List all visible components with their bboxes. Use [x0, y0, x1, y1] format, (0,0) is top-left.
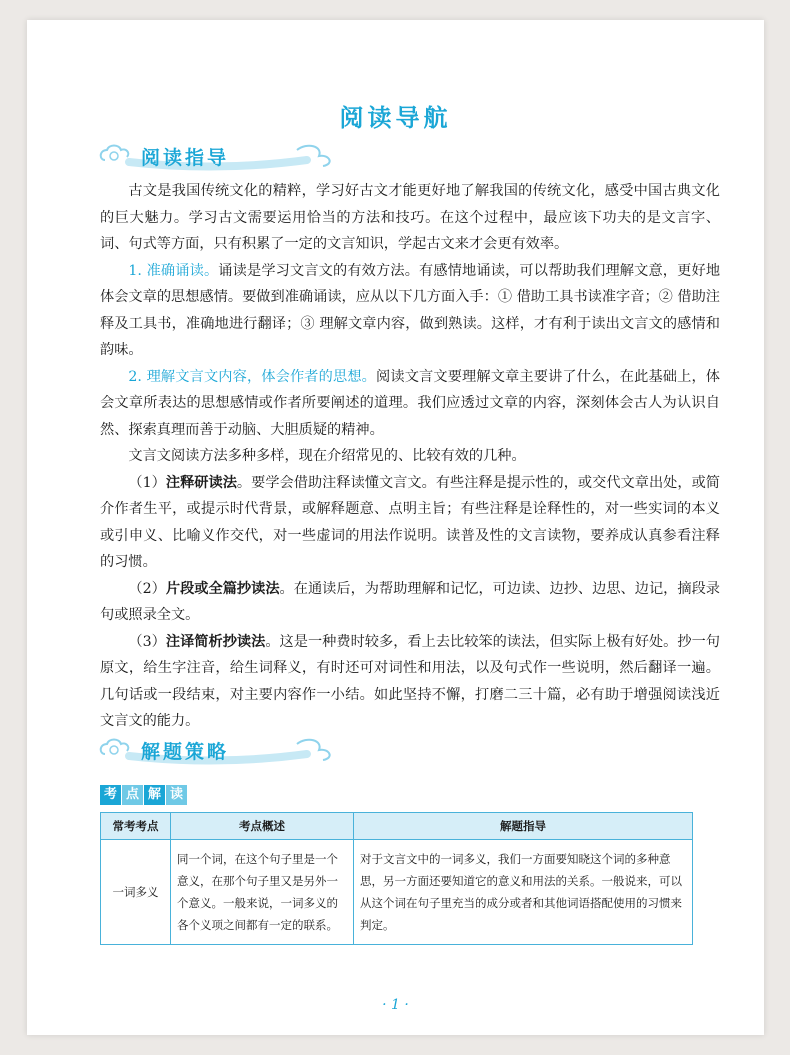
column-header: 解题指导 — [354, 813, 693, 840]
method-1-paragraph — [100, 470, 720, 576]
method-3-num: （3） — [128, 633, 166, 650]
method-1-title: 注释研读法 — [165, 474, 237, 491]
intro-paragraph: 古文是我国传统文化的精粹，学习好古文才能更好地了解我国的传统文化，感受中国古典文化的巨大魅力。学习古文需要运用恰当的方法和技巧。在这个过程中，最应该下功夫的是文言字、词、句式等方面，只有积累了一定的文言知识，学起古文来才会更有效率。 — [100, 183, 720, 252]
section-banner-reading-guide — [97, 138, 347, 172]
point-1-paragraph — [100, 258, 720, 364]
method-2-title: 片段或全篇抄读法 — [165, 580, 280, 597]
tag-char: 读 — [166, 785, 187, 805]
column-header: 考点概述 — [171, 813, 354, 840]
cell-guide: 对于文言文中的一词多义，我们一方面要知晓这个词的多种意思，另一方面还要知道它的意义和用法的关系。一般说来，可以从这个词在句子里充当的成分或者和其他词语搭配使用的习惯来判定。 — [354, 840, 693, 945]
method-2-num: （2） — [128, 580, 166, 597]
tag-char: 考 — [100, 785, 121, 805]
point-2-text: 阅读文言文要理解文章主要讲了什么，在此基础上，体会文章所表达的思想感情或作者所要阐述的道理。我们应透过文章的内容，深刻体会古人为认识自然、探索真理而善于动脑、大胆质疑的精神。 — [100, 368, 720, 438]
method-2-paragraph — [100, 576, 720, 629]
section-banner-strategy — [97, 732, 347, 766]
page — [27, 20, 764, 1035]
table-row — [101, 840, 693, 945]
point-2-title: 2. 理解文言文内容，体会作者的思想。 — [128, 368, 377, 385]
tag-char: 解 — [144, 785, 165, 805]
section-heading: 解题策略 — [141, 741, 230, 763]
tag-group — [100, 783, 188, 805]
method-3-paragraph — [100, 629, 720, 735]
method-3-text: 。这是一种费时较多，看上去比较笨的读法，但实际上极有好处。抄一句原文，给生字注音，给生词释义，有时还可对词性和用法，以及句式作一些说明，然后翻译一遍。几句话或一段结束，对主要内容作一小结。如此坚持不懈，打磨二三十篇，必有助于增强阅读浅近文言文的能力。 — [100, 633, 720, 729]
reading-guide-body — [100, 178, 720, 735]
method-1-text: 。要学会借助注释读懂文言文。有些注释是提示性的，或交代文章出处，或简介作者生平，或提示时代背景，或解释题意、点明主旨；有些注释是诠释性的，对一些实词的本义或引申义、比喻义作交代，对一些虚词的用法作说明。读普及性的文言读物，要养成认真参看注释的习惯。 — [100, 474, 720, 570]
point-1-title: 1. 准确诵读。 — [128, 262, 219, 279]
methods-intro: 文言文阅读方法多种多样，现在介绍常见的、比较有效的几种。 — [128, 448, 526, 464]
method-2-text: 。在通读后，为帮助理解和记忆，可边读、边抄、边思、边记，摘段录句或照录全文。 — [100, 580, 720, 623]
table-header-row — [101, 813, 693, 840]
point-1-text: 诵读是学习文言文的有效方法。有感情地诵读，可以帮助我们理解文意，更好地体会文章的思想感情。要做到准确诵读，应从以下几方面入手：① 借助工具书读准字音；② 借助注释及工具书，准确地进行翻译；③ 理解文章内容，做到熟读。这样，才有利于读出文言文的感情和韵味。 — [100, 262, 721, 358]
cell-summary: 同一个词，在这个句子里是一个意义，在那个句子里又是另外一个意义。一般来说，一词多义的各个义项之间都有一定的联系。 — [171, 840, 354, 945]
page-title: 阅读导航 — [339, 104, 452, 132]
method-3-title: 注译简析抄读法 — [165, 633, 266, 650]
column-header: 常考考点 — [101, 813, 171, 840]
exam-points-table — [100, 812, 693, 945]
page-number: · 1 · — [382, 997, 409, 1013]
tag-char: 点 — [122, 785, 143, 805]
point-2-paragraph — [100, 364, 720, 444]
section-heading: 阅读指导 — [141, 147, 230, 169]
cell-point: 一词多义 — [101, 840, 171, 945]
method-1-num: （1） — [128, 474, 166, 491]
